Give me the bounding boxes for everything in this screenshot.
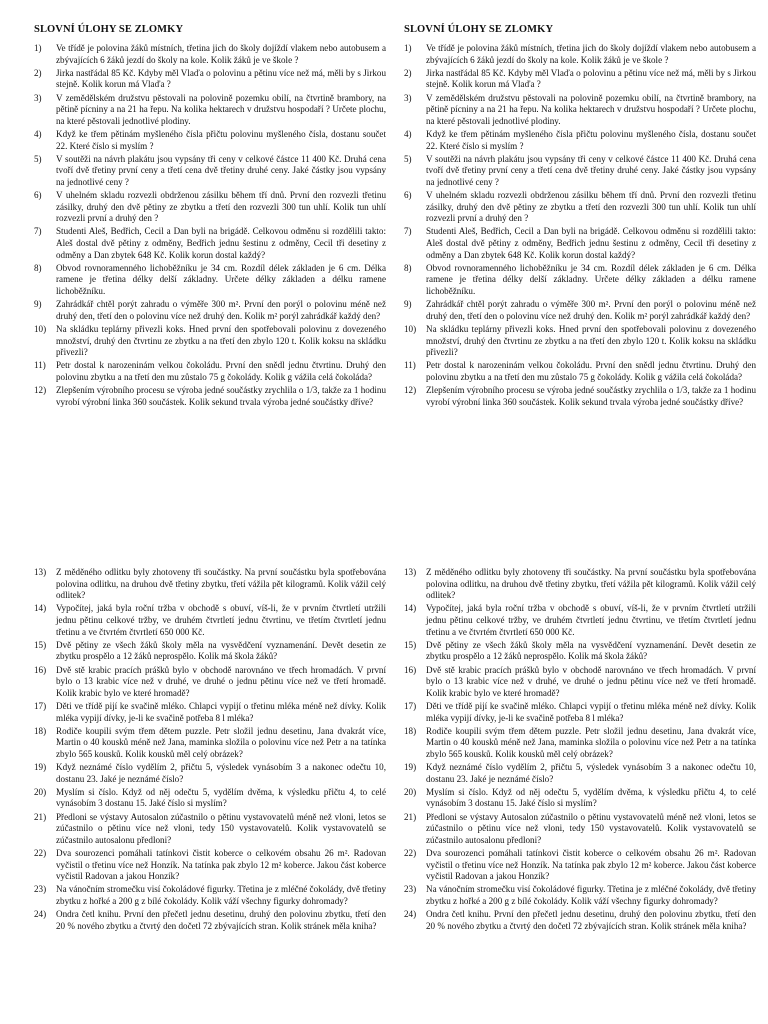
problem-text: Děti ve třídě pijí ke svačině mléko. Chlapci vypijí o třetinu mléka méně než dívky. Kolik mléka vypijí dívky, je-li ke svačině potřeba 8 l mléka? bbox=[426, 700, 756, 723]
problem-item bbox=[404, 787, 756, 810]
problem-item bbox=[34, 68, 386, 91]
problem-text: Na skládku teplárny přivezli koks. Hned první den spotřebovali polovinu z dovezeného množství, druhý den čtvrtinu ze zbytku a na třetí den zbylo 120 t. Kolik koksu na skládku přivezli? bbox=[426, 324, 756, 358]
problem-item bbox=[404, 726, 756, 761]
problem-number: 15) bbox=[34, 639, 47, 650]
problem-text: Ve třídě je polovina žáků místních, třetina jich do školy dojíždí vlakem nebo autobusem a zbývajících 6 žáků jezdí do školy na kole. Kolik žáků je ve škole ? bbox=[426, 43, 756, 65]
problem-number: 9) bbox=[34, 299, 42, 310]
worksheet-bottom-right bbox=[404, 567, 756, 934]
problem-number: 14) bbox=[404, 603, 417, 614]
problem-text: Vypočítej, jaká byla roční tržba v obchodě s obuví, víš-li, že v prvním čtvrtletí utržili jednu pětinu celkové tržby, ve druhém čtvrtletí jednu čtvrtinu, ve třetím čtvrtletí jednu třetinu a ve čtvrtém čtvrtletí 650 000 Kč. bbox=[56, 603, 386, 637]
problem-number: 2) bbox=[404, 67, 412, 78]
problem-number: 5) bbox=[404, 153, 412, 164]
problem-item bbox=[404, 567, 756, 602]
problem-item bbox=[404, 701, 756, 724]
problem-item bbox=[404, 812, 756, 847]
problem-text: Jirka nastřádal 85 Kč. Kdyby měl Vlaďa o polovinu a pětinu více než má, měli by s Jirkou stejně. Kolik korun má Vlaďa ? bbox=[56, 67, 386, 90]
problem-number: 10) bbox=[34, 324, 47, 334]
problem-number: 1) bbox=[404, 43, 412, 53]
problem-item bbox=[404, 762, 756, 785]
problem-text: Ve třídě je polovina žáků místních, třetina jich do školy dojíždí vlakem nebo autobusem a zbývajících 6 žáků jezdí do školy na kole. Kolik žáků je ve škole ? bbox=[56, 43, 386, 65]
problem-number: 23) bbox=[404, 884, 417, 895]
problem-item bbox=[34, 129, 386, 152]
problem-item bbox=[34, 640, 386, 663]
problem-number: 8) bbox=[404, 262, 412, 273]
problem-text: Studenti Aleš, Bedřich, Cecil a Dan byli na brigádě. Celkovou odměnu si rozdělili takto: Aleš dostal dvě pětiny z odměny, Bedřich jednu šestinu z odměny, Cecil tři desetiny z odměny a Dan zbytek 648 Kč. Kolik korun dostal každý? bbox=[426, 226, 756, 260]
problem-number: 22) bbox=[34, 848, 47, 858]
problem-item bbox=[404, 93, 756, 128]
problem-number: 12) bbox=[404, 385, 417, 396]
problem-text: Na vánočním stromečku visí čokoládové figurky. Třetina je z mléčné čokolády, dvě třetiny zbytku z hořké a 200 g z bílé čokolády. Kolik váží všechny figurky dohromady? bbox=[426, 884, 756, 906]
problem-text: Z měděného odlitku byly zhotoveny tři součástky. Na první součástku byla spotřebována polovina odlitku, na druhou dvě třetiny zbytku, třetí vážila pět kilogramů. Kolik vážil celý odlitek? bbox=[426, 567, 756, 601]
problem-number: 1) bbox=[34, 43, 42, 53]
problem-text: Dvě pětiny ze všech žáků školy měla na vysvědčení vyznamenání. Devět desetin ze zbytku prospělo a 12 žáků neprospělo. Kolik má škola žáků? bbox=[56, 639, 386, 662]
problem-text: V zemědělském družstvu pěstovali na polovině pozemku obilí, na čtvrtině brambory, na pětině pícniny a na 21 ha řepu. Na kolika hektarech v družstvu hospodaří ? Určete plochu, na které pěstovali jednotlivé plodiny. bbox=[56, 92, 386, 126]
problem-text: Ondra četl knihu. První den přečetl jednu desetinu, druhý den polovinu zbytku, třetí den 20 % nového zbytku a čtvrtý den dočetl 72 zbývajících stran. Kolik stránek měla kniha? bbox=[56, 909, 386, 931]
problem-text: Studenti Aleš, Bedřich, Cecil a Dan byli na brigádě. Celkovou odměnu si rozdělili takto: Aleš dostal dvě pětiny z odměny, Bedřich jednu šestinu z odměny, Cecil tři desetiny z odměny a Dan zbytek 648 Kč. Kolik korun dostal každý? bbox=[56, 226, 386, 260]
problem-text: Zlepšením výrobního procesu se výroba jedné součástky zrychlila o 1/3, takže za 1 hodinu vyrobí výrobní linka 360 součástek. Kolik sekund trvala výroba jedné součástky dříve? bbox=[56, 385, 386, 407]
problem-text: Jirka nastřádal 85 Kč. Kdyby měl Vlaďa o polovinu a pětinu více než má, měli by s Jirkou stejně. Kolik korun má Vlaďa ? bbox=[426, 67, 756, 90]
problem-text: Rodiče koupili svým třem dětem puzzle. Petr složil jednu desetinu, Jana dvakrát více, Martin o 40 kousků méně než Jana, maminka složila o polovinu více než Petr a na tatínka zbylo 565 kousků. Kolik kousků měl celý obrázek? bbox=[56, 725, 386, 759]
problem-number: 4) bbox=[34, 128, 42, 139]
problem-number: 5) bbox=[34, 153, 42, 164]
problem-text: Děti ve třídě pijí ke svačině mléko. Chlapci vypijí o třetinu mléka méně než dívky. Kolik mléka vypijí dívky, je-li ke svačině potřeba 8 l mléka? bbox=[56, 700, 386, 723]
problem-number: 19) bbox=[34, 762, 47, 773]
problem-item bbox=[34, 360, 386, 383]
worksheet-bottom-left bbox=[34, 567, 386, 934]
problem-number: 22) bbox=[404, 848, 417, 858]
problem-item bbox=[34, 154, 386, 189]
problem-item bbox=[404, 154, 756, 189]
problem-number: 20) bbox=[404, 786, 417, 797]
problem-item bbox=[34, 603, 386, 638]
problem-item bbox=[404, 909, 756, 932]
problem-list bbox=[404, 43, 756, 408]
problem-text: Když neznámé číslo vydělím 2, přičtu 5, výsledek vynásobím 3 a nakonec odečtu 10, dostanu 23. Jaké je neznámé číslo? bbox=[56, 762, 386, 784]
problem-number: 7) bbox=[404, 226, 412, 237]
problem-text: Předloni se výstavy Autosalon zúčastnilo o pětinu vystavovatelů méně než vloni, letos se zúčastnilo o pětinu více než vloni, tedy 150 vystavovatelů. Kolik vystavovatelů se zúčastnilo autosalonu předloni? bbox=[56, 811, 386, 845]
problem-item bbox=[404, 603, 756, 638]
problem-number: 20) bbox=[34, 786, 47, 797]
problem-text: V soutěži na návrh plakátu jsou vypsány tři ceny v celkové částce 11 400 Kč. Druhá cena tvoří dvě třetiny první ceny a třetí cena dvě třetiny druhé ceny. Jaké částky jsou vypsány na jednotlivé ceny ? bbox=[56, 153, 386, 187]
problem-number: 13) bbox=[404, 567, 417, 577]
problem-item bbox=[34, 701, 386, 724]
problem-item bbox=[34, 787, 386, 810]
worksheet-title: SLOVNÍ ÚLOHY SE ZLOMKY bbox=[404, 24, 554, 35]
problem-number: 9) bbox=[404, 299, 412, 310]
problem-number: 8) bbox=[34, 262, 42, 273]
problem-number: 13) bbox=[34, 567, 47, 577]
problem-text: Ondra četl knihu. První den přečetl jednu desetinu, druhý den polovinu zbytku, třetí den 20 % nového zbytku a čtvrtý den dočetl 72 zbývajících stran. Kolik stránek měla kniha? bbox=[426, 909, 756, 931]
problem-text: V zemědělském družstvu pěstovali na polovině pozemku obilí, na čtvrtině brambory, na pětině pícniny a na 21 ha řepu. Na kolika hektarech v družstvu hospodaří ? Určete plochu, na které pěstovali jednotlivé plodiny. bbox=[426, 92, 756, 126]
problem-text: Obvod rovnoramenného lichoběžníku je 34 cm. Rozdíl délek základen je 6 cm. Délka ramene je třetina délky delší základny. Určete délky základen a délku ramene lichoběžníku. bbox=[56, 262, 386, 297]
problem-item bbox=[34, 93, 386, 128]
problem-text: Když ke třem pětinám myšleného čísla přičtu polovinu myšleného čísla, dostanu součet 22. Které číslo si myslím ? bbox=[426, 128, 756, 151]
problem-item bbox=[34, 762, 386, 785]
problem-text: Dva sourozenci pomáhali tatínkovi čistit koberce o celkovém obsahu 26 m². Radovan vyčistil o třetinu více než Honzík. Na tatínka pak zbylo 12 m² koberce. Jakou část koberce vyčistil Radovan a jakou Honzík? bbox=[426, 848, 756, 882]
problem-item bbox=[404, 68, 756, 91]
problem-text: Zahrádkář chtěl porýt zahradu o výměře 300 m². První den porýl o polovinu méně než druhý den, třetí den o polovinu více než druhý den. Kolik m² porýl zahrádkář každý den? bbox=[426, 299, 756, 321]
problem-number: 14) bbox=[34, 603, 47, 614]
problem-list bbox=[34, 43, 386, 408]
problem-item bbox=[34, 726, 386, 761]
problem-item bbox=[34, 385, 386, 408]
problem-text: Předloni se výstavy Autosalon zúčastnilo o pětinu vystavovatelů méně než vloni, letos se zúčastnilo o pětinu více než vloni, tedy 150 vystavovatelů. Kolik vystavovatelů se zúčastnilo autosalonu předloni? bbox=[426, 811, 756, 845]
problem-text: Myslím si číslo. Když od něj odečtu 5, vydělím dvěma, k výsledku přičtu 4, to celé vynásobím 3 dostanu 15. Jaké číslo si myslím? bbox=[56, 786, 386, 809]
problem-number: 19) bbox=[404, 762, 417, 773]
problem-number: 23) bbox=[34, 884, 47, 895]
problem-list bbox=[404, 567, 756, 932]
problem-item bbox=[34, 665, 386, 700]
problem-text: Na skládku teplárny přivezli koks. Hned první den spotřebovali polovinu z dovezeného množství, druhý den čtvrtinu ze zbytku a na třetí den zbylo 120 t. Kolik koksu na skládku přivezli? bbox=[56, 324, 386, 358]
problem-text: Vypočítej, jaká byla roční tržba v obchodě s obuví, víš-li, že v prvním čtvrtletí utržili jednu pětinu celkové tržby, ve druhém čtvrtletí jednu čtvrtinu, ve třetím čtvrtletí jednu třetinu a ve čtvrtém čtvrtletí 650 000 Kč. bbox=[426, 603, 756, 637]
problem-item bbox=[34, 190, 386, 225]
problem-number: 16) bbox=[34, 664, 47, 675]
problem-item bbox=[404, 263, 756, 298]
problem-number: 11) bbox=[404, 360, 416, 371]
problem-text: Petr dostal k narozeninám velkou čokoládu. První den snědl jednu čtvrtinu. Druhý den polovinu zbytku a na třetí den mu zůstalo 75 g čokolády. Kolik g vážila celá čokoláda? bbox=[56, 360, 386, 382]
problem-item bbox=[34, 884, 386, 907]
problem-number: 18) bbox=[34, 725, 47, 736]
problem-item bbox=[34, 812, 386, 847]
worksheet-title: SLOVNÍ ÚLOHY SE ZLOMKY bbox=[34, 24, 184, 35]
problem-number: 4) bbox=[404, 128, 412, 139]
problem-number: 21) bbox=[34, 811, 47, 822]
problem-text: Když ke třem pětinám myšleného čísla přičtu polovinu myšleného čísla, dostanu součet 22. Které číslo si myslím ? bbox=[56, 128, 386, 151]
problem-text: Na vánočním stromečku visí čokoládové figurky. Třetina je z mléčné čokolády, dvě třetiny zbytku z hořké a 200 g z bílé čokolády. Kolik váží všechny figurky dohromady? bbox=[56, 884, 386, 906]
problem-number: 6) bbox=[34, 190, 42, 201]
problem-item bbox=[34, 226, 386, 261]
problem-number: 21) bbox=[404, 811, 417, 822]
problem-number: 3) bbox=[34, 92, 42, 103]
problem-text: Petr dostal k narozeninám velkou čokoládu. První den snědl jednu čtvrtinu. Druhý den polovinu zbytku a na třetí den mu zůstalo 75 g čokolády. Kolik g vážila celá čokoláda? bbox=[426, 360, 756, 382]
problem-text: Dva sourozenci pomáhali tatínkovi čistit koberce o celkovém obsahu 26 m². Radovan vyčistil o třetinu více než Honzík. Na tatínka pak zbylo 12 m² koberce. Jakou část koberce vyčistil Radovan a jakou Honzík? bbox=[56, 848, 386, 882]
problem-number: 16) bbox=[404, 664, 417, 675]
problem-number: 11) bbox=[34, 360, 46, 371]
problem-text: V uhelném skladu rozvezli obdrženou zásilku během tří dnů. První den rozvezli třetinu zásilky, druhý den dvě pětiny ze zbytku a třetí den rozvezli 300 tun uhlí. Kolik tun uhlí rozvezli první a druhý den ? bbox=[56, 190, 386, 224]
problem-item bbox=[34, 43, 386, 66]
problem-item bbox=[404, 324, 756, 359]
problem-item bbox=[404, 299, 756, 322]
problem-item bbox=[404, 665, 756, 700]
problem-number: 24) bbox=[404, 909, 417, 920]
worksheet-top-right bbox=[404, 24, 756, 410]
problem-text: Zahrádkář chtěl porýt zahradu o výměře 300 m². První den porýl o polovinu méně než druhý den, třetí den o polovinu více než druhý den. Kolik m² porýl zahrádkář každý den? bbox=[56, 299, 386, 321]
problem-text: Dvě stě krabic pracích prášků bylo v obchodě narovnáno ve třech hromadách. V první bylo o 13 krabic více než v druhé, ve druhé o jednu pětinu více než ve třetí hromadě. Kolik krabic bylo ve které hromadě? bbox=[426, 664, 756, 698]
problem-item bbox=[34, 848, 386, 883]
problem-text: V soutěži na návrh plakátu jsou vypsány tři ceny v celkové částce 11 400 Kč. Druhá cena tvoří dvě třetiny první ceny a třetí cena dvě třetiny druhé ceny. Jaké částky jsou vypsány na jednotlivé ceny ? bbox=[426, 153, 756, 187]
problem-number: 2) bbox=[34, 67, 42, 78]
problem-number: 17) bbox=[34, 700, 47, 711]
problem-number: 7) bbox=[34, 226, 42, 237]
problem-number: 10) bbox=[404, 324, 417, 334]
problem-item bbox=[34, 299, 386, 322]
problem-item bbox=[404, 190, 756, 225]
problem-item bbox=[404, 129, 756, 152]
problem-number: 6) bbox=[404, 190, 412, 201]
problem-item bbox=[34, 263, 386, 298]
problem-item bbox=[404, 640, 756, 663]
problem-text: Z měděného odlitku byly zhotoveny tři součástky. Na první součástku byla spotřebována polovina odlitku, na druhou dvě třetiny zbytku, třetí vážila pět kilogramů. Kolik vážil celý odlitek? bbox=[56, 567, 386, 601]
problem-item bbox=[34, 324, 386, 359]
worksheet-top-left bbox=[34, 24, 386, 410]
problem-item bbox=[404, 848, 756, 883]
problem-number: 24) bbox=[34, 909, 47, 920]
problem-item bbox=[404, 226, 756, 261]
problem-text: Když neznámé číslo vydělím 2, přičtu 5, výsledek vynásobím 3 a nakonec odečtu 10, dostanu 23. Jaké je neznámé číslo? bbox=[426, 762, 756, 784]
problem-text: Dvě pětiny ze všech žáků školy měla na vysvědčení vyznamenání. Devět desetin ze zbytku prospělo a 12 žáků neprospělo. Kolik má škola žáků? bbox=[426, 639, 756, 662]
problem-number: 12) bbox=[34, 385, 47, 396]
problem-text: Myslím si číslo. Když od něj odečtu 5, vydělím dvěma, k výsledku přičtu 4, to celé vynásobím 3 dostanu 15. Jaké číslo si myslím? bbox=[426, 786, 756, 809]
problem-text: Dvě stě krabic pracích prášků bylo v obchodě narovnáno ve třech hromadách. V první bylo o 13 krabic více než v druhé, ve druhé o jednu pětinu více než ve třetí hromadě. Kolik krabic bylo ve které hromadě? bbox=[56, 664, 386, 698]
problem-text: Rodiče koupili svým třem dětem puzzle. Petr složil jednu desetinu, Jana dvakrát více, Martin o 40 kousků méně než Jana, maminka složila o polovinu více než Petr a na tatínka zbylo 565 kousků. Kolik kousků měl celý obrázek? bbox=[426, 725, 756, 759]
problem-text: Obvod rovnoramenného lichoběžníku je 34 cm. Rozdíl délek základen je 6 cm. Délka ramene je třetina délky delší základny. Určete délky základen a délku ramene lichoběžníku. bbox=[426, 262, 756, 297]
problem-number: 3) bbox=[404, 92, 412, 103]
problem-item bbox=[34, 567, 386, 602]
problem-item bbox=[34, 909, 386, 932]
problem-text: V uhelném skladu rozvezli obdrženou zásilku během tří dnů. První den rozvezli třetinu zásilky, druhý den dvě pětiny ze zbytku a třetí den rozvezli 300 tun uhlí. Kolik tun uhlí rozvezli první a druhý den ? bbox=[426, 190, 756, 224]
problem-item bbox=[404, 360, 756, 383]
problem-item bbox=[404, 43, 756, 66]
problem-text: Zlepšením výrobního procesu se výroba jedné součástky zrychlila o 1/3, takže za 1 hodinu vyrobí výrobní linka 360 součástek. Kolik sekund trvala výroba jedné součástky dříve? bbox=[426, 385, 756, 407]
problem-number: 17) bbox=[404, 700, 417, 711]
problem-number: 15) bbox=[404, 639, 417, 650]
problem-item bbox=[404, 884, 756, 907]
problem-item bbox=[404, 385, 756, 408]
problem-number: 18) bbox=[404, 725, 417, 736]
problem-list bbox=[34, 567, 386, 932]
